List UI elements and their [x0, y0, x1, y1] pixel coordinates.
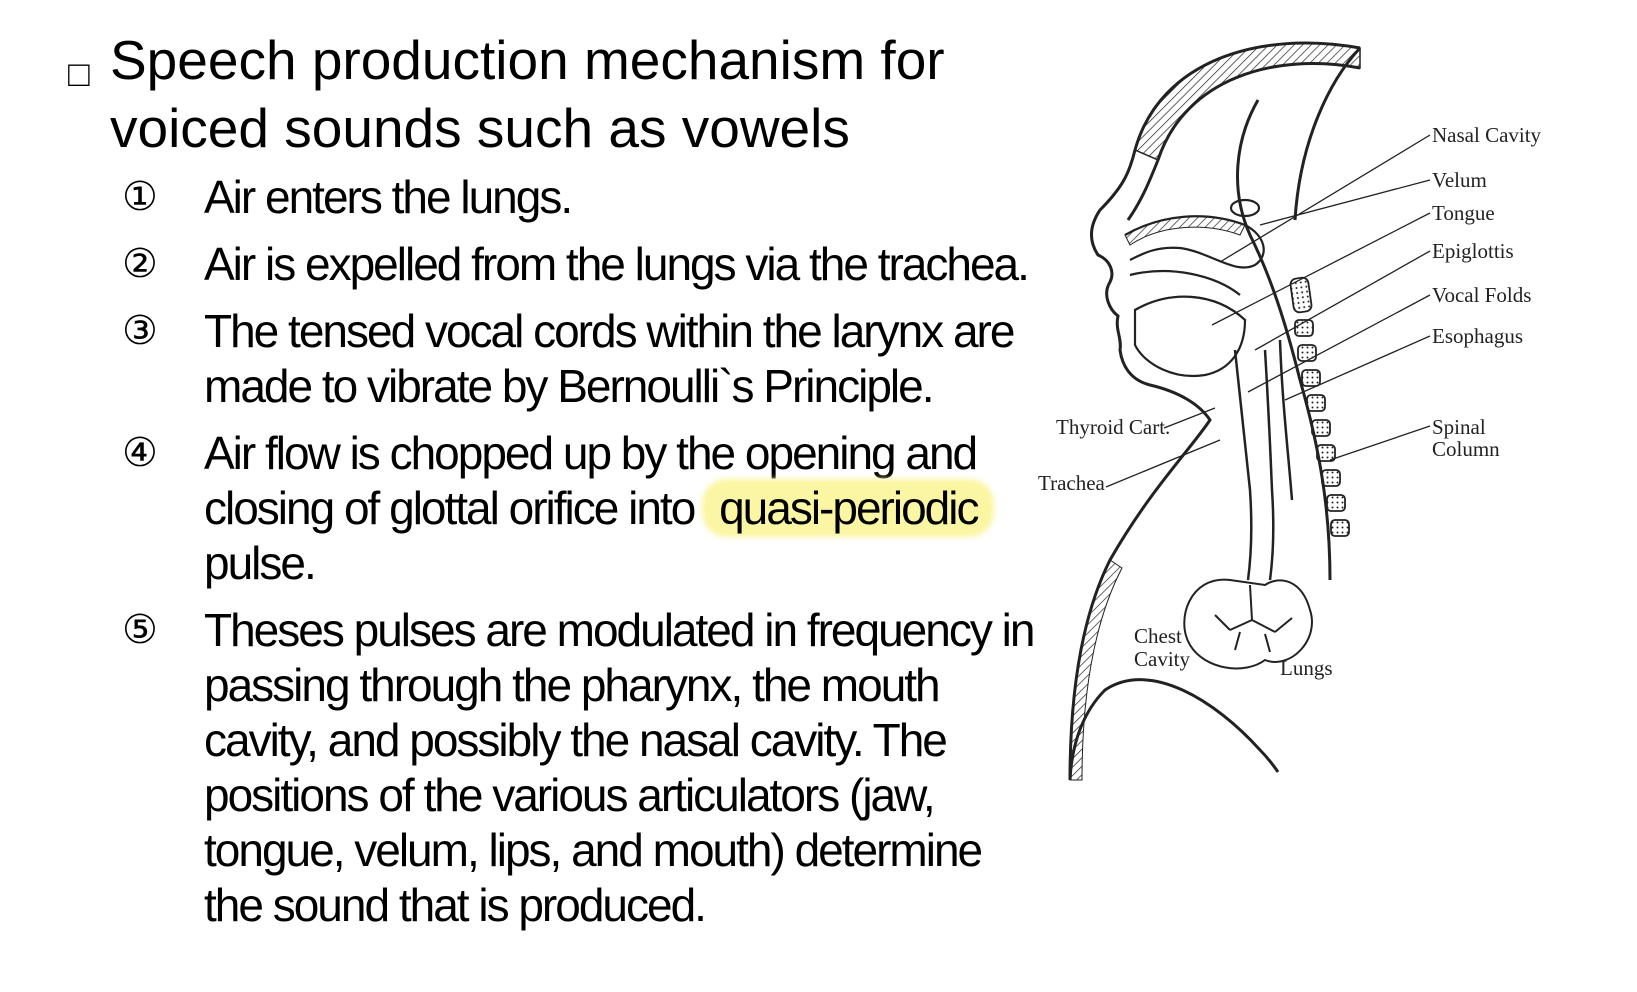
chest-outline	[1070, 680, 1278, 780]
label-vocal-folds: Vocal Folds	[1432, 283, 1532, 307]
slide-heading	[68, 26, 1028, 162]
step-item	[122, 170, 1042, 225]
step-list	[122, 170, 1042, 945]
label-esophagus: Esophagus	[1432, 324, 1523, 348]
step-text: Air enters the lungs.	[204, 171, 572, 223]
step-number: ⑤	[122, 607, 158, 653]
slide-title: Speech production mechanism for voiced sounds such as vowels	[110, 29, 945, 159]
vocal-tract-diagram	[1030, 20, 1620, 840]
chest-wall-hatch	[1070, 560, 1122, 780]
tongue-shape	[1135, 297, 1245, 376]
spinal-column	[1290, 277, 1349, 536]
highlighted-term: quasi-periodic	[705, 482, 991, 534]
label-tongue: Tongue	[1432, 201, 1495, 225]
diagram-labels	[1038, 123, 1542, 680]
label-thyroid-cart: Thyroid Cart.	[1056, 415, 1171, 439]
trachea-and-esophagus	[1235, 340, 1292, 580]
palate-hatch	[1125, 216, 1245, 245]
hollow-square-icon: □	[68, 53, 90, 94]
step-text-after-highlight: pulse.	[204, 537, 315, 589]
label-chest: Chest	[1134, 624, 1182, 648]
label-epiglottis: Epiglottis	[1432, 239, 1514, 263]
step-text: Air is expelled from the lungs via the trachea.	[204, 238, 1028, 290]
label-velum: Velum	[1432, 168, 1487, 192]
step-text-before-highlight: Air flow is chopped up by the opening and closing of glottal orifice into	[204, 427, 977, 534]
step-number: ②	[122, 241, 158, 287]
step-number: ④	[122, 430, 158, 476]
step-number: ①	[122, 174, 158, 220]
step-item	[122, 304, 1042, 414]
label-trachea: Trachea	[1038, 471, 1105, 495]
label-column: Column	[1432, 437, 1500, 461]
step-item	[122, 603, 1042, 933]
label-lungs: Lungs	[1280, 656, 1333, 680]
label-spinal: Spinal	[1432, 415, 1486, 439]
step-text: Theses pulses are modulated in frequency in passing through the pharynx, the mouth cavity, and possibly the nasal cavity. The positions of the various articulators (jaw, tongue, velum, lips, and mouth) determine the sound that is produced.	[204, 604, 1034, 931]
label-nasal-cavity: Nasal Cavity	[1432, 123, 1542, 147]
step-text: The tensed vocal cords within the larynx are made to vibrate by Bernoulli`s Principle.	[204, 305, 1014, 412]
label-cavity: Cavity	[1134, 647, 1190, 671]
step-item	[122, 237, 1042, 292]
skull-hatch	[1135, 43, 1360, 160]
step-number: ③	[122, 308, 158, 354]
step-item	[122, 426, 1042, 591]
